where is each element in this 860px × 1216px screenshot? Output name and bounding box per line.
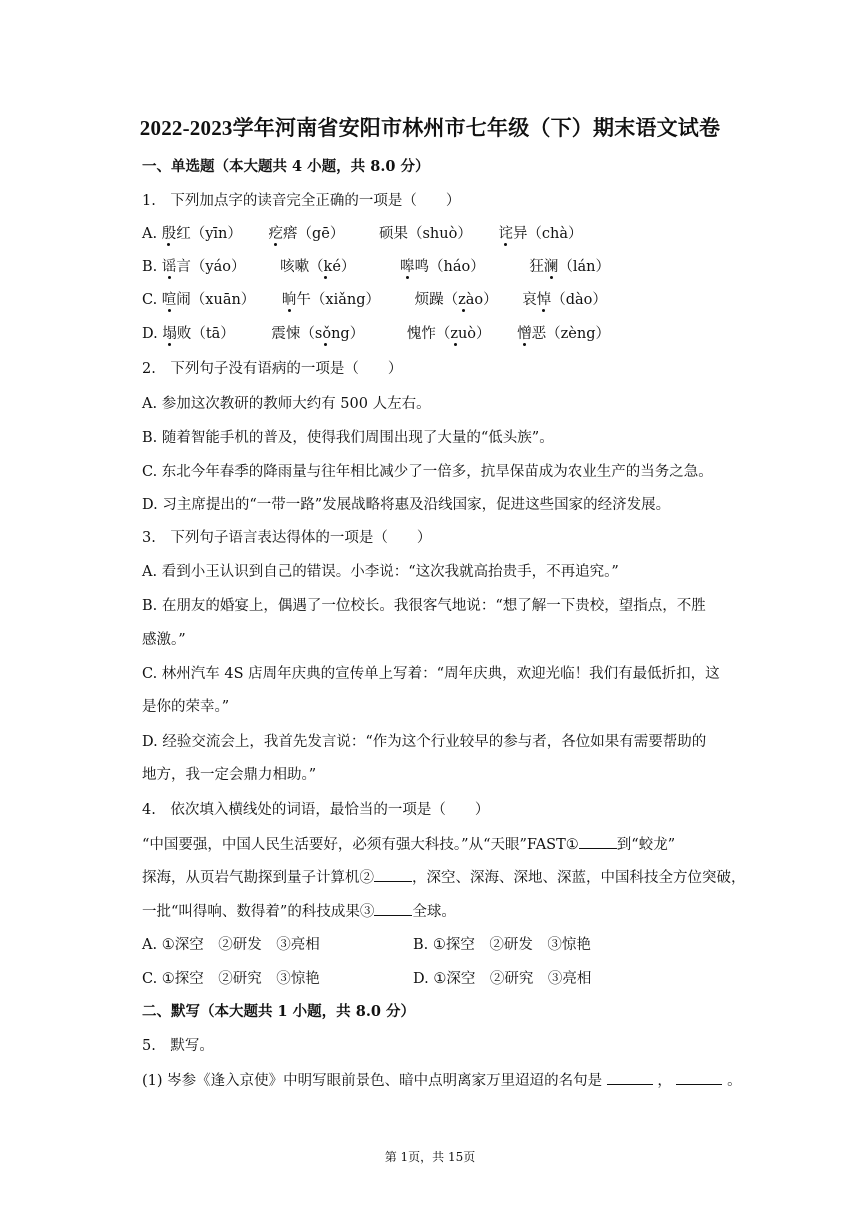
blank-q5-2 xyxy=(676,1070,722,1085)
q4-option-a: A. ①深空 ②研发 ③亮相 xyxy=(142,937,320,953)
section-heading-1: 一、单选题（本大题共 4 小题，共 8.0 分） xyxy=(142,158,430,175)
q1-option-b: B. 谣言（yáo） 咳嗽（ké） 嗥鸣（háo） 狂澜（lán） xyxy=(142,259,610,275)
question-1-stem: 1. 下列加点字的读音完全正确的一项是（ ） xyxy=(142,193,461,209)
q3-option-d: D. 经验交流会上，我首先发言说：“作为这个行业较早的参与者，各位如果有需要帮助的 xyxy=(142,734,707,750)
q2-option-c: C. 东北今年春季的降雨量与往年相比减少了一倍多，抗旱保苗成为农业生产的当务之急。 xyxy=(142,464,713,480)
question-4-stem: 4. 依次填入横线处的词语，最恰当的一项是（ ） xyxy=(142,802,490,818)
q3-option-b: B. 在朋友的婚宴上，偶遇了一位校长。我很客气地说：“想了解一下贵校，望指点，不胜 xyxy=(142,598,706,614)
q3-option-c-cont: 是你的荣幸。” xyxy=(142,699,230,715)
q2-option-d: D. 习主席提出的“一带一路”发展战略将惠及沿线国家，促进这些国家的经济发展。 xyxy=(142,497,671,513)
q1-option-a: A. 殷红（yīn） 疙瘩（gē） 硕果（shuò） 诧异（chà） xyxy=(142,226,583,242)
q4-option-b: B. ①探空 ②研发 ③惊艳 xyxy=(413,937,591,953)
q4-passage-line-2: 探海，从页岩气勘探到量子计算机② ，深空、深海、深地、深蓝，中国科技全方位突破， xyxy=(142,867,746,888)
q1-option-d: D. 塌败（tā） 震悚（sǒng） 愧怍（zuò） 憎恶（zèng） xyxy=(142,326,610,342)
blank-1 xyxy=(579,834,617,849)
blank-2 xyxy=(374,867,412,882)
question-5-stem: 5. 默写。 xyxy=(142,1038,214,1054)
q4-passage-line-3: 一批“叫得响、数得着”的科技成果③ 全球。 xyxy=(142,901,456,922)
blank-q5-1 xyxy=(607,1070,653,1085)
page-title: 2022-2023学年河南省安阳市林州市七年级（下）期末语文试卷 xyxy=(139,116,721,140)
section-heading-2: 二、默写（本大题共 1 小题，共 8.0 分） xyxy=(142,1003,416,1020)
q2-option-a: A. 参加这次教研的教师大约有 500 人左右。 xyxy=(142,396,431,412)
page-footer: 第 1页，共 15页 xyxy=(384,1150,476,1164)
q5-item-1: (1) 岑参《逢入京使》中明写眼前景色、暗中点明离家万里迢迢的名句是 ， 。 xyxy=(142,1070,742,1091)
q4-passage-line-1: “中国要强，中国人民生活要好，必须有强大科技。”从“天眼”FAST① 到“蛟龙” xyxy=(142,834,675,855)
blank-3 xyxy=(374,901,412,916)
question-3-stem: 3. 下列句子语言表达得体的一项是（ ） xyxy=(142,530,432,546)
q4-option-c: C. ①探空 ②研究 ③惊艳 xyxy=(142,971,320,987)
q3-option-b-cont: 感激。” xyxy=(142,632,186,648)
q4-option-d: D. ①深空 ②研究 ③亮相 xyxy=(413,971,592,987)
q1-option-c: C. 喧闹（xuān） 晌午（xiǎng） 烦躁（zào） 哀悼（dào） xyxy=(142,292,607,308)
q3-option-c: C. 林州汽车 4S 店周年庆典的宣传单上写着：“周年庆典，欢迎光临！我们有最低折扣，这 xyxy=(142,666,720,682)
q3-option-a: A. 看到小王认识到自己的错误。小李说：“这次我就高抬贵手，不再追究。” xyxy=(142,564,619,580)
question-2-stem: 2. 下列句子没有语病的一项是（ ） xyxy=(142,361,403,377)
q2-option-b: B. 随着智能手机的普及，使得我们周围出现了大量的“低头族”。 xyxy=(142,430,554,446)
q3-option-d-cont: 地方，我一定会鼎力相助。” xyxy=(142,767,317,783)
